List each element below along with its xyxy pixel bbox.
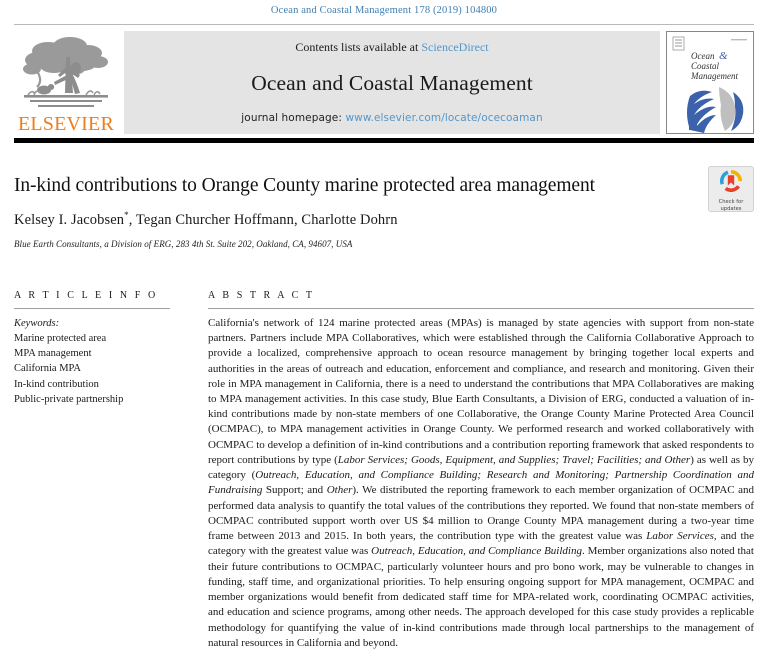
elsevier-tree-icon [18,35,114,113]
contents-lists-line [295,40,488,55]
journal-homepage-label: journal homepage: [241,112,342,124]
article-info-column [14,290,208,651]
keywords-label: Keywords: [14,317,60,329]
journal-cover-thumbnail [666,31,754,134]
crossmark-icon [720,170,742,197]
crossmark-label-line1: Check for [718,199,744,205]
keyword-item: California MPA [14,363,81,375]
article-title-block [14,174,754,249]
abstract-text: California's network of 124 marine protected areas (MPAs) is managed by state agencies with support from non-state partners. Partners include MPA Collaboratives, which were established through the California Collaborative Approach to provide a localized, comprehensive approach to ocean resource management by bringing together local experts and authorities in the areas of outreach and education, enforcement and compliance, and research and monitoring. Given their role in MPA management in California, there is a need to understand the contributions that MPA Collaboratives are making to MPA management activities. In this case study, Blue Earth Consultants, a Division of ERG, conducted a valuation of in-kind contributions made by non-state members of one Collaborative, the Orange County Marine Protected Area Council (OCMPAC), to MPA management activities in Orange County. We performed research and worked collaboratively with OCMPAC to develop a definition of in-kind contributions and a contribution reporting framework that asked respondents to report contributions by type (Labor Services; Goods, Equipment, and Supplies; Travel; Facilities; and Other) as well as by category (Outreach, Education, and Compliance Building; Research and Monitoring; Partnership Coordination and Fundraising Support; and Other). We distributed the reporting framework to each member organization of OCMPAC and performed data analysis to quantify the total values of the contributions they reported. We found that non-state members of OCMPAC contributed support worth over US $4 million to Orange County MPA management during a two-year time frame between 2013 and 2015. In both years, the contribution type with the greatest value was Labor Services, and the category with the greatest value was Outreach, Education, and Compliance Building. Member organizations also noted that their future contributions to OCMPAC, particularly volunteer hours and pro bono work, may be vulnerable to changes in funding, staff time, and organizational priorities. To help ensuring ongoing support for MPA management, OCMPAC and member organizations would benefit from dedicated staff time for MPA-related work, coordinating OCMPAC activities, and education and science programs, among other needs. The approach developed for this case study provides a replicable methodology for quantifying the value of in-kind contributions made through local partnerships to the management of natural resources in California and beyond. [208,316,755,649]
masthead-center-panel [124,31,660,134]
contents-lists-prefix: Contents lists available at [295,40,419,54]
keyword-item: MPA management [14,348,92,360]
keyword-item: In-kind contribution [14,378,99,390]
author-names: Kelsey I. Jacobsen*, Tegan Churcher Hoffmann, Charlotte Dohrn [14,210,398,228]
abstract-column [208,290,754,651]
crossmark-badge[interactable] [708,166,754,212]
masthead-bottom-bar [14,138,754,143]
journal-homepage-link[interactable]: www.elsevier.com/locate/ocecoaman [345,112,543,124]
crossmark-label-line2: updates [720,205,742,212]
abstract-heading: A B S T R A C T [208,289,315,301]
info-abstract-columns [14,290,754,651]
page-title: In-kind contributions to Orange County marine protected area management [14,175,595,196]
crossmark-label [719,199,744,212]
masthead-top-rule [14,24,754,25]
svg-text:Ocean: Ocean [691,51,715,61]
elsevier-wordmark: ELSEVIER [17,113,115,135]
keyword-item: Marine protected area [14,333,107,345]
elsevier-logo [14,31,118,134]
article-info-heading: A R T I C L E I N F O [14,289,158,301]
journal-title: Ocean and Coastal Management [251,71,533,95]
abstract-rule [208,308,754,309]
running-head: Ocean and Coastal Management 178 (2019) 104800 [270,5,498,16]
svg-text:&: & [719,50,728,62]
author-list [14,210,754,229]
affiliation: Blue Earth Consultants, a Division of ERG, 283 4th St. Suite 202, Oakland, CA, 94607, USA [14,238,353,249]
sciencedirect-link[interactable]: ScienceDirect [421,40,489,54]
keyword-item: Public-private partnership [14,393,124,405]
svg-text:Management: Management [691,71,738,81]
svg-text:Coastal: Coastal [691,61,720,71]
article-info-rule [14,308,170,309]
journal-masthead [14,21,754,134]
journal-homepage-line [241,112,542,124]
